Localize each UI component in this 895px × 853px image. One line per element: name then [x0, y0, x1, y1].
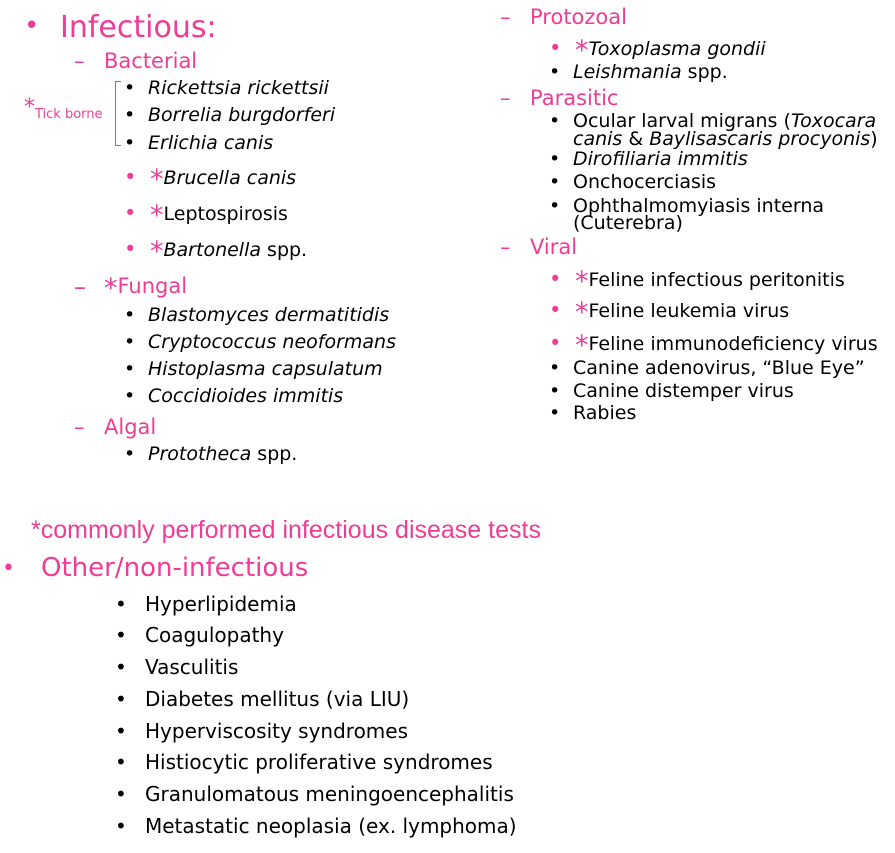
list-item: • Histoplasma capsulatum [124, 358, 383, 380]
footnote: *commonly performed infectious disease tests [31, 516, 541, 544]
dash: – [74, 273, 86, 301]
list-item: • Canine distemper virus [549, 380, 794, 402]
list-item: • Ocular larval migrans (Toxocara canis & Baylisascaris procyonis) [549, 110, 878, 150]
list-item-starred: • *Feline leukemia virus [549, 297, 790, 328]
list-item: • Blastomyces dermatitidis [124, 304, 390, 326]
dash: – [500, 5, 511, 29]
list-item-starred: • *Feline infectious peritonitis [549, 266, 845, 297]
list-item: • Granulomatous meningoencephalitis [115, 782, 514, 806]
dash: – [500, 86, 511, 110]
list-item-starred: • *Feline immunodeficiency virus [549, 330, 878, 361]
list-item: • Diabetes mellitus (via LIU) [115, 687, 410, 711]
list-item: • Canine adenovirus, “Blue Eye” [549, 357, 865, 379]
parasitic-label: Parasitic [530, 86, 619, 110]
viral-label: Viral [530, 235, 578, 259]
list-item: • Prototheca spp. [124, 443, 298, 465]
list-item: • Metastatic neoplasia (ex. lymphoma) [115, 814, 517, 838]
tick-borne-note: $*_{Tick borne}$ [24, 95, 103, 122]
dash: – [500, 235, 511, 259]
list-item: • Borrelia burgdorferi [124, 104, 336, 126]
list-item: • Vasculitis [115, 655, 239, 679]
list-item: • Cryptococcus neoformans [124, 331, 396, 353]
fungal-label: *Fungal [104, 273, 188, 304]
list-item: • Rickettsia rickettsii [124, 77, 329, 99]
bullet: • [2, 556, 15, 581]
list-item-starred: • *Toxoplasma gondii [549, 35, 766, 66]
list-item: • Histiocytic proliferative syndromes [115, 750, 493, 774]
protozoal-label: Protozoal [530, 5, 627, 29]
list-item: • Leishmania spp. [549, 61, 728, 83]
list-item: • Coagulopathy [115, 623, 284, 647]
noninfectious-title: Other/non-infectious [41, 553, 309, 583]
list-item: • Erlichia canis [124, 132, 274, 154]
list-item: • Rabies [549, 402, 637, 424]
list-item: • Hyperlipidemia [115, 592, 297, 616]
tick-borne-bracket [115, 81, 121, 146]
list-item: • Dirofiliaria immitis [549, 148, 748, 170]
list-item-starred: • *Leptospirosis [124, 200, 288, 231]
list-item: • Coccidioides immitis [124, 385, 344, 407]
list-item: • Onchocerciasis [549, 171, 717, 193]
list-item-starred: • *Bartonella spp. [124, 236, 308, 267]
algal-label: Algal [104, 415, 157, 439]
bacterial-label: Bacterial [104, 49, 198, 73]
dash: – [74, 415, 85, 439]
bullet: • [24, 11, 40, 41]
list-item: • Ophthalmomyiasis interna (Cuterebra) [549, 195, 825, 234]
infectious-title: Infectious: [60, 10, 217, 45]
dash: – [74, 49, 85, 73]
list-item-starred: • *Brucella canis [124, 164, 297, 195]
list-item: • Hyperviscosity syndromes [115, 719, 409, 743]
